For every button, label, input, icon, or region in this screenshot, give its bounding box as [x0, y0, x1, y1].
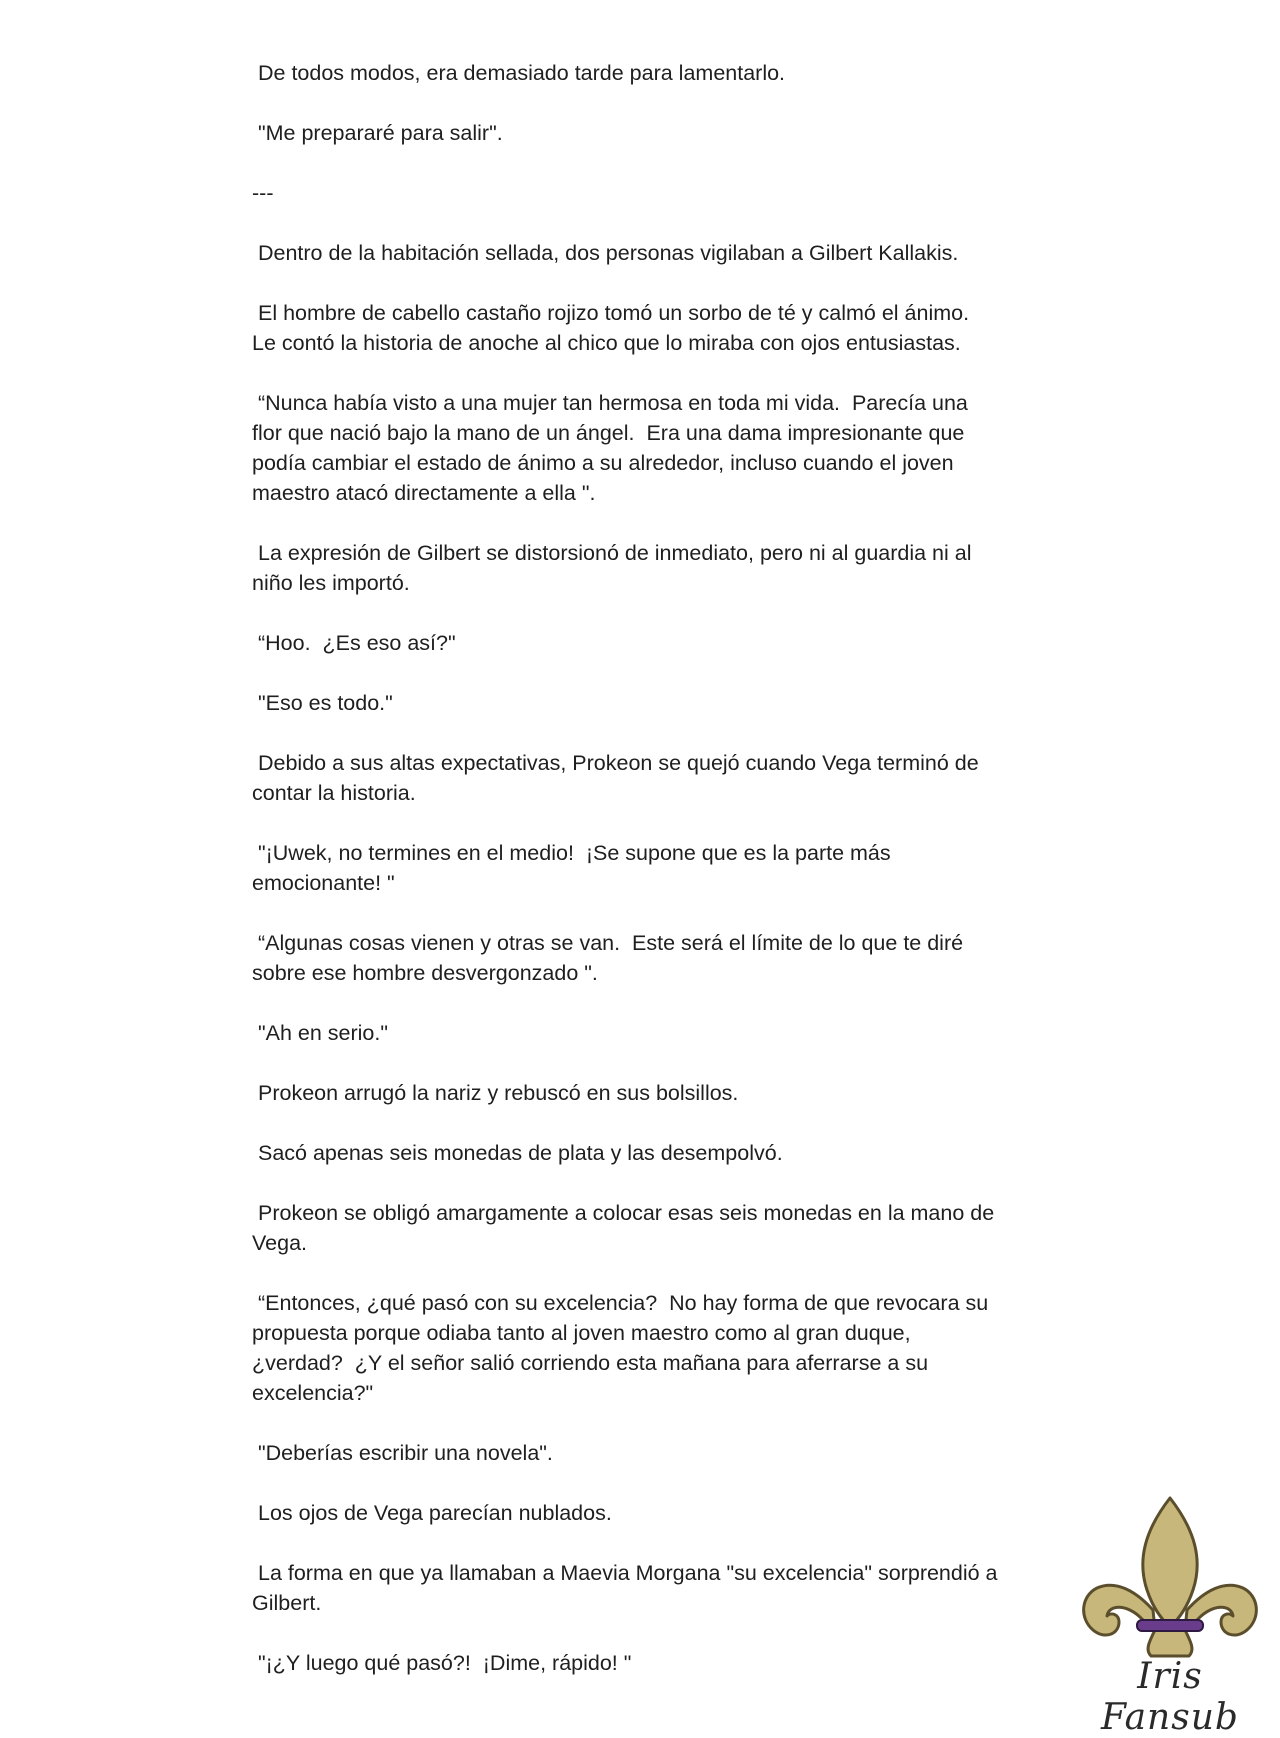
paragraph: De todos modos, era demasiado tarde para lamentarlo. [252, 61, 786, 85]
paragraph: Debido a sus altas expectativas, Prokeon se quejó cuando Vega terminó de contar la historia. [252, 751, 979, 805]
paragraph: “Nunca había visto a una mujer tan hermosa en toda mi vida. Parecía una flor que nació bajo la mano de un ángel. Era una dama impresionante que podía cambiar el estado de ánimo a su alrededor, incluso cuando el joven maestro atacó directamente a ella ". [252, 391, 968, 505]
paragraph: "Me prepararé para salir". [252, 121, 503, 145]
paragraph: “Hoo. ¿Es eso así?" [252, 631, 456, 655]
paragraph: Los ojos de Vega parecían nublados. [252, 1501, 612, 1525]
paragraph: Prokeon arrugó la nariz y rebuscó en sus bolsillos. [252, 1081, 739, 1105]
paragraph: "Ah en serio." [252, 1021, 388, 1045]
paragraph: “Algunas cosas vienen y otras se van. Este será el límite de lo que te diré sobre ese hombre desvergonzado ". [252, 931, 964, 985]
paragraph: "¡Uwek, no termines en el medio! ¡Se supone que es la parte más emocionante! " [252, 841, 891, 895]
paragraph: “Entonces, ¿qué pasó con su excelencia? No hay forma de que revocara su propuesta porque odiaba tanto al joven maestro como al gran duque, ¿verdad? ¿Y el señor salió corriendo esta mañana para aferrarse a su excelencia?" [252, 1291, 989, 1405]
paragraph: Sacó apenas seis monedas de plata y las desempolvó. [252, 1141, 783, 1165]
paragraph: "¡¿Y luego qué pasó?! ¡Dime, rápido! " [252, 1651, 632, 1675]
paragraph: La forma en que ya llamaban a Maevia Morgana "su excelencia" sorprendió a Gilbert. [252, 1561, 998, 1615]
document-body [252, 58, 1052, 1708]
watermark-logo [1075, 1490, 1265, 1738]
paragraph: "Eso es todo." [252, 691, 393, 715]
paragraph: La expresión de Gilbert se distorsionó de inmediato, pero ni al guardia ni al niño les importó. [252, 541, 972, 595]
paragraph: El hombre de cabello castaño rojizo tomó un sorbo de té y calmó el ánimo. Le contó la historia de anoche al chico que lo miraba con ojos entusiastas. [252, 301, 970, 355]
fleur-de-lis-icon [1075, 1490, 1265, 1660]
section-separator: --- [252, 181, 274, 205]
paragraph: Dentro de la habitación sellada, dos personas vigilaban a Gilbert Kallakis. [252, 241, 959, 265]
paragraph: "Deberías escribir una novela". [252, 1441, 553, 1465]
watermark-text: Iris Fansub [1101, 1656, 1239, 1738]
paragraph: Prokeon se obligó amargamente a colocar esas seis monedas en la mano de Vega. [252, 1201, 995, 1255]
